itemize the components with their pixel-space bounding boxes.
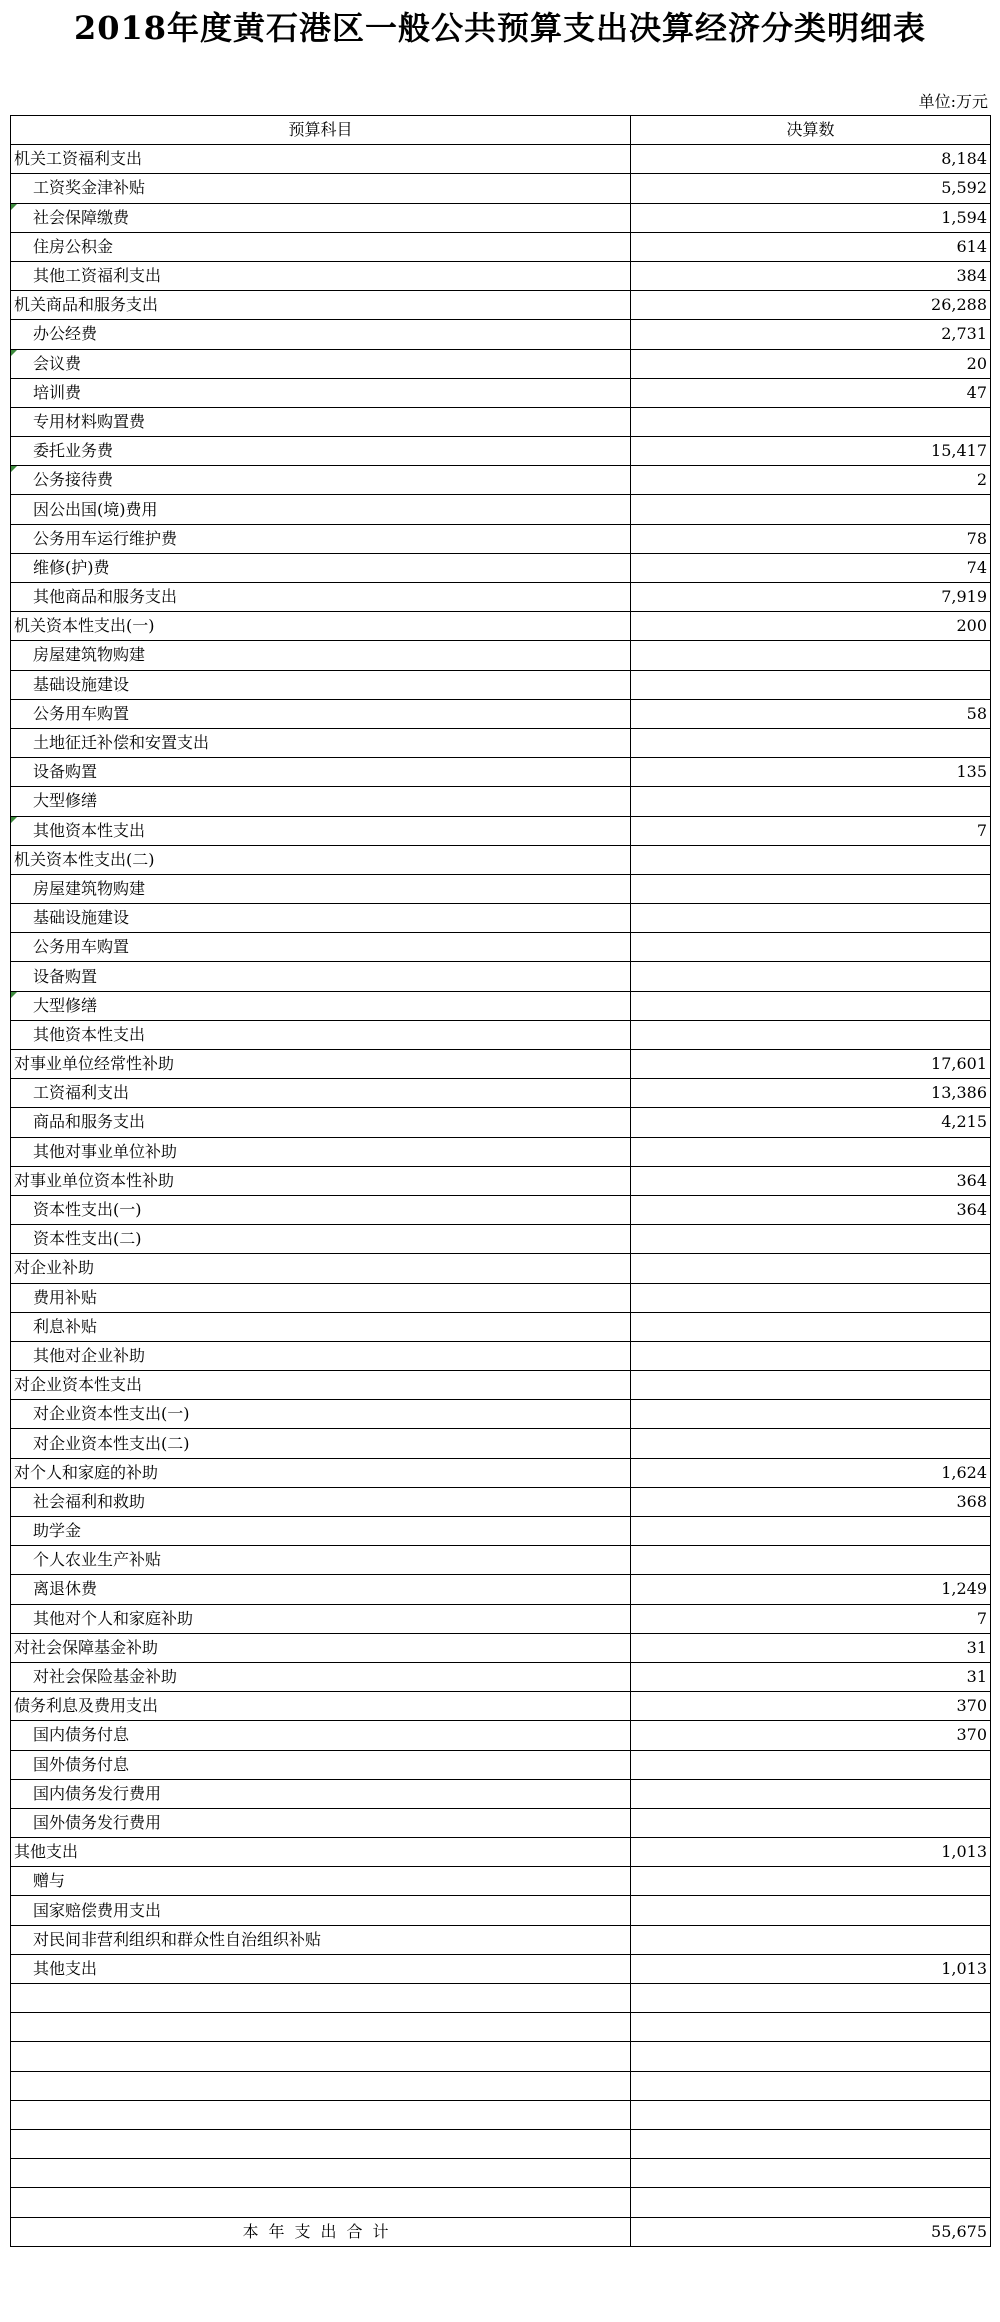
row-subject-cell: 因公出国(境)费用 xyxy=(11,495,631,524)
row-subject-cell: 基础设施建设 xyxy=(11,904,631,933)
row-amount-cell xyxy=(631,2013,991,2042)
table-row xyxy=(11,1575,991,1604)
row-subject-cell: 房屋建筑物购建 xyxy=(11,874,631,903)
row-subject-cell: 国内债务付息 xyxy=(11,1721,631,1750)
row-subject-cell xyxy=(11,1984,631,2013)
row-subject-cell: 其他支出 xyxy=(11,1838,631,1867)
row-subject-cell: 个人农业生产补贴 xyxy=(11,1546,631,1575)
table-row xyxy=(11,1400,991,1429)
table-row xyxy=(11,2188,991,2217)
row-amount-cell: 13,386 xyxy=(631,1079,991,1108)
row-subject-cell: 国外债务付息 xyxy=(11,1750,631,1779)
row-amount-cell xyxy=(631,2071,991,2100)
table-row xyxy=(11,1079,991,1108)
table-row xyxy=(11,2071,991,2100)
row-amount-cell xyxy=(631,670,991,699)
row-amount-cell: 1,013 xyxy=(631,1838,991,1867)
row-amount-cell: 17,601 xyxy=(631,1050,991,1079)
table-row xyxy=(11,2100,991,2129)
row-amount-cell: 31 xyxy=(631,1662,991,1691)
table-row xyxy=(11,524,991,553)
table-row xyxy=(11,933,991,962)
table-row xyxy=(11,874,991,903)
row-amount-cell xyxy=(631,2188,991,2217)
table-row xyxy=(11,553,991,582)
row-amount-cell xyxy=(631,1371,991,1400)
row-amount-cell xyxy=(631,1225,991,1254)
row-amount-cell: 1,013 xyxy=(631,1954,991,1983)
row-amount-cell xyxy=(631,904,991,933)
row-subject-cell: 对事业单位资本性补助 xyxy=(11,1166,631,1195)
table-row xyxy=(11,845,991,874)
table-row xyxy=(11,1808,991,1837)
row-subject-cell: 其他商品和服务支出 xyxy=(11,583,631,612)
table-row xyxy=(11,2129,991,2158)
row-subject-cell xyxy=(11,2071,631,2100)
unit-label: 单位:万元 xyxy=(918,92,988,111)
table-row xyxy=(11,261,991,290)
row-subject-cell: 机关工资福利支出 xyxy=(11,145,631,174)
row-subject-cell: 对个人和家庭的补助 xyxy=(11,1458,631,1487)
table-row xyxy=(11,670,991,699)
row-amount-cell xyxy=(631,495,991,524)
table-row xyxy=(11,1662,991,1691)
total-row xyxy=(11,2217,991,2246)
row-amount-cell xyxy=(631,1984,991,2013)
table-row xyxy=(11,320,991,349)
row-subject-cell xyxy=(11,2042,631,2071)
row-subject-cell: 会议费 xyxy=(11,349,631,378)
table-row xyxy=(11,1020,991,1049)
table-row xyxy=(11,1925,991,1954)
table-row xyxy=(11,1225,991,1254)
table-row xyxy=(11,174,991,203)
row-amount-cell: 58 xyxy=(631,699,991,728)
row-subject-cell: 资本性支出(二) xyxy=(11,1225,631,1254)
table-row xyxy=(11,1633,991,1662)
row-amount-cell: 364 xyxy=(631,1166,991,1195)
table-row xyxy=(11,1692,991,1721)
table-row xyxy=(11,612,991,641)
row-amount-cell xyxy=(631,962,991,991)
table-row xyxy=(11,641,991,670)
row-subject-cell: 社会保障缴费 xyxy=(11,203,631,232)
row-amount-cell xyxy=(631,1254,991,1283)
table-row xyxy=(11,232,991,261)
row-subject-cell: 基础设施建设 xyxy=(11,670,631,699)
row-amount-cell xyxy=(631,2100,991,2129)
table-row xyxy=(11,1283,991,1312)
row-subject-cell: 公务接待费 xyxy=(11,466,631,495)
row-subject-cell: 商品和服务支出 xyxy=(11,1108,631,1137)
table-row xyxy=(11,1050,991,1079)
table-row xyxy=(11,583,991,612)
row-subject-cell: 公务用车购置 xyxy=(11,699,631,728)
table-row xyxy=(11,2013,991,2042)
table-row xyxy=(11,1137,991,1166)
row-subject-cell xyxy=(11,2129,631,2158)
row-subject-cell: 资本性支出(一) xyxy=(11,1195,631,1224)
row-subject-cell: 办公经费 xyxy=(11,320,631,349)
row-subject-cell: 公务用车购置 xyxy=(11,933,631,962)
row-amount-cell xyxy=(631,933,991,962)
row-amount-cell xyxy=(631,1400,991,1429)
row-amount-cell: 364 xyxy=(631,1195,991,1224)
row-amount-cell xyxy=(631,2129,991,2158)
table-row xyxy=(11,1341,991,1370)
row-amount-cell xyxy=(631,1808,991,1837)
row-subject-cell: 债务利息及费用支出 xyxy=(11,1692,631,1721)
row-amount-cell: 5,592 xyxy=(631,174,991,203)
row-amount-cell xyxy=(631,1312,991,1341)
total-label: 本年支出合计 xyxy=(11,2217,631,2246)
row-amount-cell xyxy=(631,1925,991,1954)
table-row xyxy=(11,1371,991,1400)
row-amount-cell: 614 xyxy=(631,232,991,261)
row-subject-cell: 机关资本性支出(二) xyxy=(11,845,631,874)
row-subject-cell: 大型修缮 xyxy=(11,787,631,816)
table-row xyxy=(11,378,991,407)
table-row xyxy=(11,1721,991,1750)
row-amount-cell: 1,624 xyxy=(631,1458,991,1487)
row-subject-cell xyxy=(11,2100,631,2129)
table-row xyxy=(11,1312,991,1341)
table-row xyxy=(11,1779,991,1808)
table-row xyxy=(11,962,991,991)
row-amount-cell xyxy=(631,991,991,1020)
row-subject-cell xyxy=(11,2013,631,2042)
row-amount-cell xyxy=(631,1750,991,1779)
row-subject-cell: 助学金 xyxy=(11,1517,631,1546)
row-amount-cell: 74 xyxy=(631,553,991,582)
row-subject-cell: 利息补贴 xyxy=(11,1312,631,1341)
table-row xyxy=(11,787,991,816)
table-row xyxy=(11,1195,991,1224)
row-amount-cell: 8,184 xyxy=(631,145,991,174)
row-subject-cell: 工资福利支出 xyxy=(11,1079,631,1108)
row-subject-cell: 赠与 xyxy=(11,1867,631,1896)
page-title: 2018年度黄石港区一般公共预算支出决算经济分类明细表 xyxy=(73,9,927,47)
row-amount-cell xyxy=(631,1283,991,1312)
row-subject-cell: 对事业单位经常性补助 xyxy=(11,1050,631,1079)
table-header-row xyxy=(11,116,991,145)
row-subject-cell: 离退休费 xyxy=(11,1575,631,1604)
table-row xyxy=(11,1487,991,1516)
expenditure-table xyxy=(10,115,991,2247)
row-amount-cell: 7 xyxy=(631,816,991,845)
row-amount-cell: 1,249 xyxy=(631,1575,991,1604)
table-row xyxy=(11,1546,991,1575)
row-subject-cell: 国家赔偿费用支出 xyxy=(11,1896,631,1925)
header-final-amount: 决算数 xyxy=(631,116,991,145)
row-amount-cell: 135 xyxy=(631,758,991,787)
row-subject-cell: 其他工资福利支出 xyxy=(11,261,631,290)
row-subject-cell: 公务用车运行维护费 xyxy=(11,524,631,553)
table-row xyxy=(11,1750,991,1779)
table-row xyxy=(11,1838,991,1867)
row-subject-cell: 土地征迁补偿和安置支出 xyxy=(11,728,631,757)
total-value: 55,675 xyxy=(631,2217,991,2246)
row-subject-cell: 工资奖金津补贴 xyxy=(11,174,631,203)
row-subject-cell: 对企业资本性支出 xyxy=(11,1371,631,1400)
row-subject-cell: 国内债务发行费用 xyxy=(11,1779,631,1808)
row-subject-cell: 社会福利和救助 xyxy=(11,1487,631,1516)
table-row xyxy=(11,1604,991,1633)
row-amount-cell: 15,417 xyxy=(631,437,991,466)
row-amount-cell xyxy=(631,1896,991,1925)
row-amount-cell: 7,919 xyxy=(631,583,991,612)
row-amount-cell xyxy=(631,1429,991,1458)
row-subject-cell: 其他支出 xyxy=(11,1954,631,1983)
table-row xyxy=(11,1984,991,2013)
row-amount-cell: 384 xyxy=(631,261,991,290)
row-subject-cell: 设备购置 xyxy=(11,962,631,991)
table-body xyxy=(11,145,991,2217)
row-amount-cell: 47 xyxy=(631,378,991,407)
row-amount-cell xyxy=(631,2042,991,2071)
table-row xyxy=(11,1458,991,1487)
table-row xyxy=(11,816,991,845)
row-subject-cell: 对企业补助 xyxy=(11,1254,631,1283)
header-budget-subject: 预算科目 xyxy=(11,116,631,145)
table-row xyxy=(11,145,991,174)
table-row xyxy=(11,1108,991,1137)
table-row xyxy=(11,407,991,436)
table-row xyxy=(11,291,991,320)
row-amount-cell: 2,731 xyxy=(631,320,991,349)
row-amount-cell: 31 xyxy=(631,1633,991,1662)
row-amount-cell xyxy=(631,787,991,816)
table-row xyxy=(11,1429,991,1458)
row-amount-cell xyxy=(631,1137,991,1166)
row-subject-cell: 房屋建筑物购建 xyxy=(11,641,631,670)
row-subject-cell xyxy=(11,2188,631,2217)
table-row xyxy=(11,991,991,1020)
row-subject-cell: 对民间非营利组织和群众性自治组织补贴 xyxy=(11,1925,631,1954)
row-amount-cell: 1,594 xyxy=(631,203,991,232)
row-subject-cell xyxy=(11,2159,631,2188)
row-amount-cell xyxy=(631,728,991,757)
table-row xyxy=(11,495,991,524)
row-amount-cell xyxy=(631,1546,991,1575)
table-row xyxy=(11,2042,991,2071)
row-subject-cell: 设备购置 xyxy=(11,758,631,787)
row-amount-cell xyxy=(631,1341,991,1370)
row-amount-cell xyxy=(631,407,991,436)
table-row xyxy=(11,349,991,378)
row-subject-cell: 费用补贴 xyxy=(11,1283,631,1312)
table-row xyxy=(11,1166,991,1195)
row-subject-cell: 其他对企业补助 xyxy=(11,1341,631,1370)
table-row xyxy=(11,1517,991,1546)
row-amount-cell xyxy=(631,1020,991,1049)
row-amount-cell: 368 xyxy=(631,1487,991,1516)
row-subject-cell: 大型修缮 xyxy=(11,991,631,1020)
row-subject-cell: 专用材料购置费 xyxy=(11,407,631,436)
row-subject-cell: 机关资本性支出(一) xyxy=(11,612,631,641)
row-amount-cell xyxy=(631,845,991,874)
table-row xyxy=(11,437,991,466)
row-subject-cell: 维修(护)费 xyxy=(11,553,631,582)
row-subject-cell: 对企业资本性支出(一) xyxy=(11,1400,631,1429)
table-row xyxy=(11,699,991,728)
row-subject-cell: 机关商品和服务支出 xyxy=(11,291,631,320)
row-subject-cell: 培训费 xyxy=(11,378,631,407)
table-row xyxy=(11,728,991,757)
row-amount-cell xyxy=(631,1779,991,1808)
row-amount-cell: 200 xyxy=(631,612,991,641)
row-subject-cell: 其他资本性支出 xyxy=(11,1020,631,1049)
row-subject-cell: 对企业资本性支出(二) xyxy=(11,1429,631,1458)
row-amount-cell: 2 xyxy=(631,466,991,495)
row-amount-cell: 26,288 xyxy=(631,291,991,320)
table-row xyxy=(11,2159,991,2188)
table-row xyxy=(11,1954,991,1983)
row-amount-cell xyxy=(631,641,991,670)
row-subject-cell: 对社会保障基金补助 xyxy=(11,1633,631,1662)
row-subject-cell: 其他对事业单位补助 xyxy=(11,1137,631,1166)
row-subject-cell: 住房公积金 xyxy=(11,232,631,261)
table-row xyxy=(11,203,991,232)
row-subject-cell: 其他资本性支出 xyxy=(11,816,631,845)
row-amount-cell: 7 xyxy=(631,1604,991,1633)
row-subject-cell: 国外债务发行费用 xyxy=(11,1808,631,1837)
table-row xyxy=(11,904,991,933)
row-amount-cell: 370 xyxy=(631,1721,991,1750)
table-row xyxy=(11,466,991,495)
row-subject-cell: 对社会保险基金补助 xyxy=(11,1662,631,1691)
row-amount-cell: 20 xyxy=(631,349,991,378)
table-row xyxy=(11,758,991,787)
table-row xyxy=(11,1896,991,1925)
row-amount-cell: 78 xyxy=(631,524,991,553)
row-amount-cell xyxy=(631,1517,991,1546)
row-subject-cell: 委托业务费 xyxy=(11,437,631,466)
row-amount-cell xyxy=(631,1867,991,1896)
row-amount-cell xyxy=(631,874,991,903)
row-amount-cell: 4,215 xyxy=(631,1108,991,1137)
row-subject-cell: 其他对个人和家庭补助 xyxy=(11,1604,631,1633)
row-amount-cell xyxy=(631,2159,991,2188)
row-amount-cell: 370 xyxy=(631,1692,991,1721)
table-row xyxy=(11,1254,991,1283)
table-row xyxy=(11,1867,991,1896)
